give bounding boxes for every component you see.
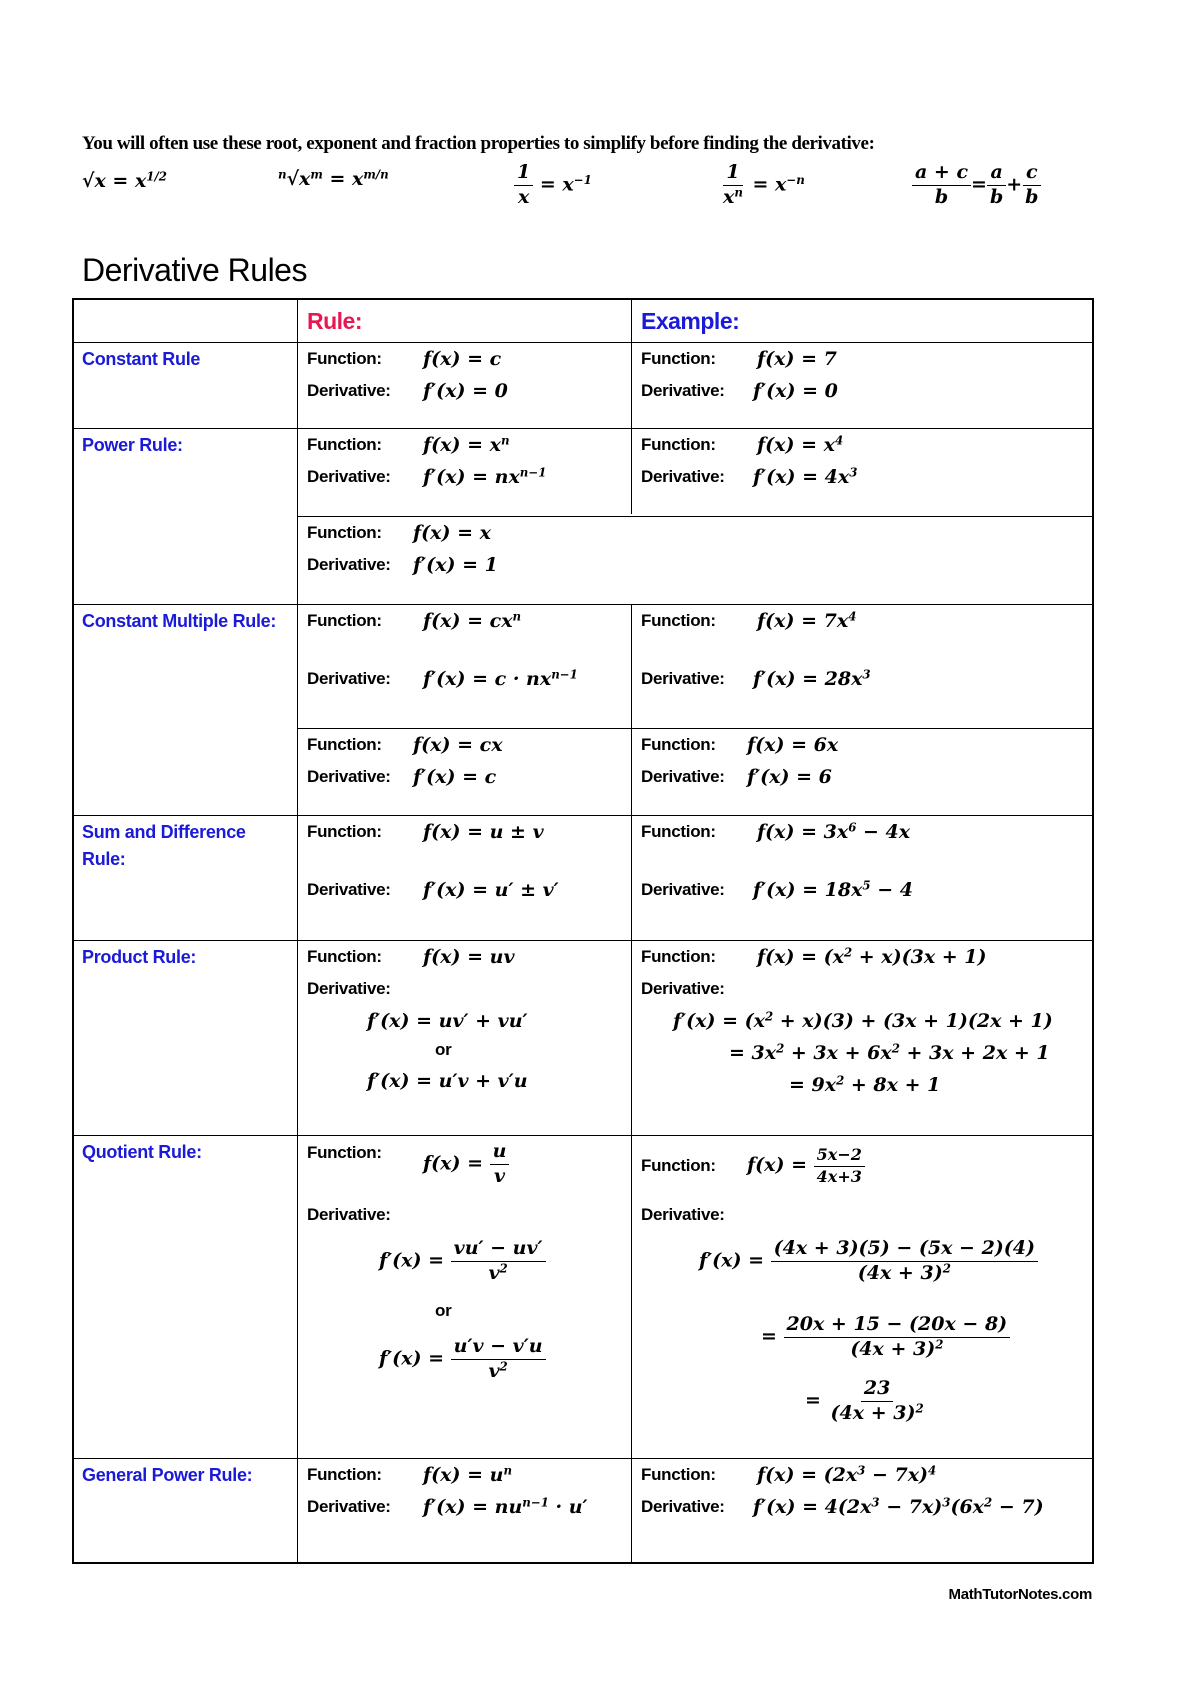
formula [699, 1238, 1038, 1285]
formula [753, 668, 871, 690]
label-function: Function: [307, 611, 382, 630]
denominator: b [934, 185, 949, 208]
formula [729, 1042, 1050, 1064]
formula [757, 434, 843, 456]
row-divider [74, 1458, 1092, 1459]
den-text: v [488, 1359, 500, 1382]
formula [753, 466, 857, 488]
formula [673, 1010, 1053, 1032]
exponent: 2 [942, 1261, 951, 1276]
formula: f(x) = c [423, 348, 502, 370]
exponent: 2 [836, 1073, 845, 1088]
formula-text: f′(x) = [379, 1347, 445, 1369]
rule-name-general-power: General Power Rule: [82, 1465, 253, 1485]
label-function: Function: [641, 947, 716, 966]
label-derivative: Derivative: [641, 880, 725, 899]
exponent: 2 [499, 1359, 508, 1374]
prop-text: √x = x [82, 170, 147, 192]
rule-name-constant-multiple: Constant Multiple Rule: [82, 611, 277, 631]
fraction [514, 162, 533, 209]
property-fraction-split [912, 162, 1041, 209]
exponent: 4 [928, 1463, 937, 1478]
column-divider [631, 604, 632, 1562]
fraction [784, 1314, 1011, 1361]
formula [423, 1496, 588, 1518]
label-derivative: Derivative: [641, 1497, 725, 1516]
formula: f′(x) = 6 [747, 766, 832, 788]
den-text: v [488, 1261, 500, 1284]
label-derivative: Derivative: [307, 381, 391, 400]
exponent: 3 [942, 1495, 951, 1510]
fraction [720, 162, 746, 209]
label-derivative: Derivative: [307, 1205, 391, 1224]
exponent: 3 [849, 465, 858, 480]
rule-name-power: Power Rule: [82, 435, 183, 455]
formula [423, 466, 546, 488]
formula: f(x) = uv [423, 946, 515, 968]
prop-text: = [971, 173, 987, 196]
formula [761, 1314, 1010, 1361]
formula [757, 610, 856, 632]
label-function: Function: [307, 435, 382, 454]
rule-name-quotient: Quotient Rule: [82, 1142, 202, 1162]
formula-text: f(x) = (x [757, 946, 844, 968]
denominator: 4x+3 [816, 1166, 862, 1186]
formula-text: + 3x + 6x [784, 1042, 892, 1064]
label-derivative: Derivative: [307, 467, 391, 486]
label-derivative: Derivative: [641, 381, 725, 400]
numerator: 1 [723, 162, 742, 186]
denominator: b [989, 185, 1004, 208]
formula [757, 1464, 936, 1486]
formula-text: f′(x) = 28x [753, 668, 863, 690]
formula-text: − 7x) [879, 1496, 943, 1518]
exponent: n−1 [519, 465, 547, 480]
numerator: 5x−2 [814, 1146, 865, 1166]
label-derivative: Derivative: [307, 669, 391, 688]
denominator [485, 1262, 510, 1285]
numerator: 20x + 15 − (20x − 8) [784, 1314, 1011, 1338]
exponent: 2 [984, 1495, 993, 1510]
fraction [771, 1238, 1038, 1285]
label-derivative: Derivative: [641, 669, 725, 688]
formula [805, 1378, 927, 1425]
formula [747, 1146, 865, 1186]
formula [757, 946, 987, 968]
label-derivative: Derivative: [307, 767, 391, 786]
fraction [828, 1378, 927, 1425]
formula-text: f(x) = 7x [757, 610, 849, 632]
fraction [1022, 162, 1041, 209]
prop-text: = x [533, 173, 574, 196]
prop-sup: m [310, 167, 323, 182]
exponent: 2 [935, 1337, 944, 1352]
label-function: Function: [307, 735, 382, 754]
rule-name-product: Product Rule: [82, 947, 197, 967]
label-function: Function: [641, 735, 716, 754]
formula-text: f′(x) = 4(2x [753, 1496, 872, 1518]
formula-text: f(x) = cx [423, 610, 513, 632]
prop-text: = x [745, 173, 787, 196]
formula [423, 1464, 512, 1486]
formula-text: + x)(3) + (3x + 1)(2x + 1) [773, 1010, 1053, 1032]
exponent: 2 [843, 945, 853, 960]
label-function: Function: [307, 349, 382, 368]
formula-text: + 3x + 2x + 1 [899, 1042, 1050, 1064]
formula-text: − 4 [870, 879, 913, 901]
label-derivative: Derivative: [307, 880, 391, 899]
fraction [451, 1238, 546, 1285]
formula [423, 610, 521, 632]
formula: f(x) = cx [413, 734, 503, 756]
label-function: Function: [641, 611, 716, 630]
formula [753, 1496, 1044, 1518]
label-function: Function: [307, 1143, 382, 1162]
formula: f′(x) = 0 [423, 380, 508, 402]
property-nth-root [278, 168, 389, 190]
row-divider [297, 516, 1092, 517]
formula-text: f(x) = 3x [757, 821, 849, 843]
formula-text: + 8x + 1 [844, 1074, 941, 1096]
fraction [912, 162, 971, 209]
exponent: 5 [862, 878, 871, 893]
exponent: n [500, 433, 510, 448]
property-reciprocal [514, 162, 592, 209]
label-derivative: Derivative: [641, 979, 725, 998]
formula: f(x) = x [413, 522, 491, 544]
formula [379, 1238, 546, 1285]
denominator [485, 1360, 510, 1383]
formula: f′(x) = u′ ± v′ [423, 879, 559, 901]
formula-text: f(x) = [747, 1154, 808, 1176]
formula-text: f′(x) = 18x [753, 879, 863, 901]
numerator: 23 [861, 1378, 893, 1402]
formula: f(x) = u ± v [423, 821, 544, 843]
formula-text: f(x) = (2x [757, 1464, 858, 1486]
fraction [987, 162, 1006, 209]
formula: f′(x) = 1 [413, 554, 498, 576]
den-text: (4x + 3) [830, 1401, 916, 1424]
numerator: u′v − v′u [451, 1336, 546, 1360]
exponent: n [512, 609, 522, 624]
page-title: Derivative Rules [82, 252, 307, 288]
label-function: Function: [307, 822, 382, 841]
numerator: (4x + 3)(5) − (5x − 2)(4) [771, 1238, 1038, 1262]
row-divider [297, 728, 1092, 729]
label-function: Function: [641, 1465, 716, 1484]
exponent: n−1 [551, 667, 578, 682]
exponent: 3 [862, 667, 871, 682]
exponent: n [503, 1463, 513, 1478]
label-function: Function: [641, 1156, 716, 1175]
exponent: 4 [848, 609, 857, 624]
label-derivative: Derivative: [641, 767, 725, 786]
denominator: v [494, 1164, 506, 1187]
derivative-rules-table [72, 298, 1094, 1564]
formula: f′(x) = c [413, 766, 497, 788]
footer-site-name[interactable]: MathTutorNotes.com [948, 1586, 1092, 1603]
column-divider [297, 300, 298, 1562]
formula-text: f′(x) = c · nx [423, 668, 552, 690]
formula-text: f(x) = x [423, 434, 501, 456]
formula-text: − 4x [856, 821, 911, 843]
formula [753, 879, 913, 901]
rule-name-constant: Constant Rule [82, 349, 201, 369]
label-function: Function: [307, 1465, 382, 1484]
exponent: 3 [871, 1495, 880, 1510]
label-derivative: Derivative: [307, 979, 391, 998]
prop-sup: n [278, 167, 287, 182]
denominator: x [517, 185, 530, 208]
formula-text: = 3x [729, 1042, 777, 1064]
row-divider [74, 428, 1092, 429]
formula-text: − 7) [992, 1496, 1044, 1518]
formula-text: f(x) = [423, 1152, 484, 1174]
formula-text: = [761, 1325, 777, 1347]
formula [423, 1141, 509, 1188]
den-text: (4x + 3) [857, 1261, 943, 1284]
exponent: 2 [764, 1009, 774, 1024]
header-example: Example: [641, 308, 740, 334]
row-divider [74, 342, 1092, 343]
numerator: 1 [514, 162, 533, 186]
den-text: (4x + 3) [850, 1337, 936, 1360]
row-divider [74, 940, 1092, 941]
label-function: Function: [641, 349, 716, 368]
row-divider [74, 815, 1092, 816]
label-derivative: Derivative: [641, 467, 725, 486]
prop-text: + [1006, 173, 1023, 196]
denominator [855, 1262, 954, 1285]
label-derivative: Derivative: [307, 555, 391, 574]
numerator: u [490, 1141, 510, 1165]
formula-text: · u′ [548, 1496, 588, 1518]
column-divider [631, 300, 632, 514]
formula [757, 821, 910, 843]
formula-text: f′(x) = 4x [753, 466, 850, 488]
denominator [847, 1338, 946, 1361]
row-divider [74, 1135, 1092, 1136]
label-function: Function: [641, 435, 716, 454]
denominator [828, 1402, 927, 1425]
intro-text: You will often use these root, exponent and fraction properties to simplify before finding the derivative: [82, 133, 875, 154]
label-or: or [435, 1040, 452, 1059]
fraction [451, 1336, 546, 1383]
exponent: 2 [499, 1261, 508, 1276]
rule-name-sum-difference: Sum and Difference Rule: [82, 822, 246, 869]
den-sup: n [734, 185, 743, 200]
label-function: Function: [307, 947, 382, 966]
exponent: 2 [915, 1401, 924, 1416]
formula-text: f′(x) = nu [423, 1496, 523, 1518]
exponent: n−1 [522, 1495, 549, 1510]
exponent: 4 [834, 433, 844, 448]
formula-text: = 9x [789, 1074, 837, 1096]
prop-sup: −n [786, 172, 805, 187]
formula-text: + x)(3x + 1) [852, 946, 987, 968]
formula-text: f′(x) = [699, 1249, 765, 1271]
denominator: b [1025, 185, 1039, 208]
formula: f′(x) = uv′ + vu′ [367, 1010, 528, 1032]
fraction [814, 1146, 865, 1186]
prop-text: = x [322, 168, 364, 190]
prop-sup: 1/2 [146, 169, 167, 184]
formula-text: f′(x) = [379, 1249, 445, 1271]
formula [423, 668, 578, 690]
fraction [490, 1141, 510, 1188]
formula-text: f′(x) = nx [423, 466, 520, 488]
numerator: a [987, 162, 1005, 186]
formula-text: (6x [950, 1496, 985, 1518]
header-rule: Rule: [307, 308, 362, 334]
formula-text: − 7x) [865, 1464, 929, 1486]
prop-sup: m/n [363, 167, 389, 182]
formula: f(x) = 6x [747, 734, 839, 756]
formula [789, 1074, 940, 1096]
formula-text: f(x) = u [423, 1464, 504, 1486]
property-reciprocal-power [720, 162, 805, 209]
label-derivative: Derivative: [641, 1205, 725, 1224]
property-sqrt [82, 170, 167, 192]
label-function: Function: [307, 523, 382, 542]
numerator: c [1023, 162, 1041, 186]
exponent: 2 [891, 1041, 900, 1056]
exponent: 3 [857, 1463, 866, 1478]
formula: f′(x) = u′v + v′u [367, 1070, 528, 1092]
numerator: vu′ − uv′ [451, 1238, 546, 1262]
formula [423, 434, 510, 456]
formula-text: = [805, 1389, 821, 1411]
formula: f′(x) = 0 [753, 380, 838, 402]
denominator [720, 186, 746, 209]
formula [379, 1336, 546, 1383]
formula: f(x) = 7 [757, 348, 837, 370]
den-text: x [723, 185, 735, 208]
prop-text: √x [286, 168, 311, 190]
formula-text: f′(x) = (x [673, 1010, 765, 1032]
label-function: Function: [641, 822, 716, 841]
exponent: 2 [776, 1041, 785, 1056]
exponent: 6 [848, 820, 857, 835]
row-divider [74, 604, 1092, 605]
prop-sup: −1 [573, 172, 592, 187]
numerator: a + c [912, 162, 971, 186]
label-or: or [435, 1301, 452, 1320]
label-derivative: Derivative: [307, 1497, 391, 1516]
formula-text: f(x) = x [757, 434, 835, 456]
